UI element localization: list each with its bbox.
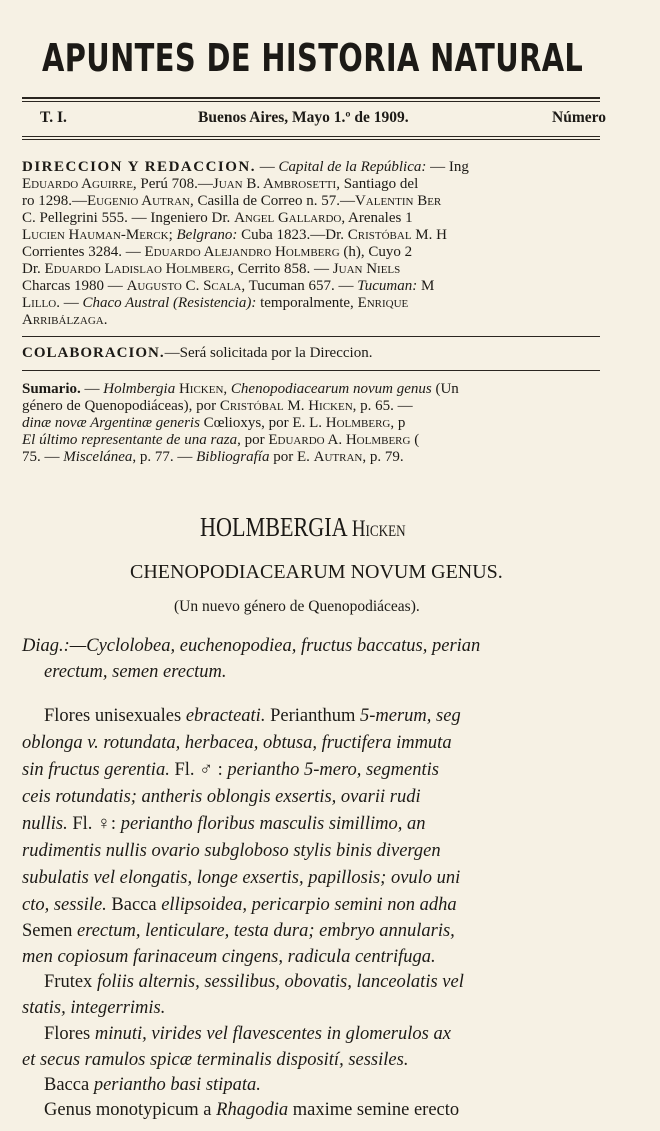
article-title: HOLMBERGIA Hicken <box>200 512 406 542</box>
body-line: sin fructus gerentia. Fl. ♂ : periantho 5-mero, segmentis <box>22 760 439 780</box>
masthead-rule-top <box>22 97 600 99</box>
direccion-line: Arribálzaga. <box>22 312 108 328</box>
direccion-line: Charcas 1980 — Augusto C. Scala, Tucuman 657. — Tucuman: M <box>22 278 435 294</box>
body-line: et secus ramulos spicæ terminalis disposití, sessiles. <box>22 1050 409 1070</box>
body-line: Diag.:—Cyclolobea, euchenopodiea, fructus baccatus, perian <box>22 636 481 656</box>
colaboracion-rule <box>22 370 600 371</box>
issue-info-bar <box>0 109 606 131</box>
sumario-line: género de Quenopodiáceas), por Cristóbal M. Hicken, p. 65. — <box>22 398 413 414</box>
article-subtitle-translation: (Un nuevo género de Quenopodiáceas). <box>174 598 420 615</box>
article-subtitle: CHENOPODIACEARUM NOVUM GENUS. <box>130 561 503 583</box>
body-line: statis, integerrimis. <box>22 998 166 1018</box>
info-rule-bottom-2 <box>22 139 600 140</box>
sumario-line: Sumario. — Holmbergia Hicken, Chenopodiacearum novum genus (Un <box>22 381 459 397</box>
direccion-line: Corrientes 3284. — Eduardo Alejandro Holmberg (h), Cuyo 2 <box>22 244 413 260</box>
direccion-line: DIRECCION Y REDACCION. — Capital de la República: — Ing <box>22 159 469 175</box>
body-line: rudimentis nullis ovario subgloboso stylis binis divergen <box>22 841 441 861</box>
article-author: Hicken <box>351 516 406 541</box>
sumario-line: El último representante de una raza, por Eduardo A. Holmberg ( <box>22 432 420 448</box>
tomo-label: T. I. <box>40 109 67 126</box>
direccion-rule <box>22 336 600 337</box>
info-rule-bottom <box>22 136 600 137</box>
masthead-rule-top-thin <box>22 101 600 102</box>
issue-date: Buenos Aires, Mayo 1.º de 1909. <box>198 109 409 126</box>
body-line: Frutex foliis alternis, sessilibus, obovatis, lanceolatis vel <box>44 972 464 992</box>
body-line: Flores minuti, virides vel flavescentes in glomerulos ax <box>44 1024 451 1044</box>
body-line: subulatis vel elongatis, longe exsertis, papillosis; ovulo uni <box>22 868 461 888</box>
direccion-line: Dr. Eduardo Ladislao Holmberg, Cerrito 858. — Juan Niels <box>22 261 401 277</box>
sumario-line: 75. — Miscelánea, p. 77. — Bibliografía por E. Autran, p. 79. <box>22 449 404 465</box>
body-line: ceis rotundatis; antheris oblongis exsertis, ovarii rudi <box>22 787 421 807</box>
sumario-line: dinæ novæ Argentinæ generis Cœlioxys, por E. L. Holmberg, p <box>22 415 406 431</box>
body-line: nullis. Fl. ♀: periantho floribus masculis simillimo, an <box>22 814 426 834</box>
direccion-line: Lucien Hauman-Merck; Belgrano: Cuba 1823.—Dr. Cristóbal M. H <box>22 227 447 243</box>
masthead-title: APUNTES DE HISTORIA NATURAL <box>42 36 584 80</box>
direccion-line: Lillo. — Chaco Austral (Resistencia): temporalmente, Enrique <box>22 295 409 311</box>
direccion-line: ro 1298.—Eugenio Autran, Casilla de Correo n. 57.—Valentin Ber <box>22 193 442 209</box>
body-line: Genus monotypicum a Rhagodia maxime semine erecto <box>44 1100 460 1120</box>
issue-number: Número <box>552 109 606 126</box>
body-line: erectum, semen erectum. <box>44 662 227 682</box>
direccion-line: Eduardo Aguirre, Perú 708.—Juan B. Ambrosetti, Santiago del <box>22 176 419 192</box>
body-line: oblonga v. rotundata, herbacea, obtusa, fructifera immuta <box>22 733 452 753</box>
body-line: Flores unisexuales ebracteati. Perianthum 5-merum, seg <box>44 706 461 726</box>
direccion-line: C. Pellegrini 555. — Ingeniero Dr. Angel Gallardo, Arenales 1 <box>22 210 413 226</box>
body-line: Bacca periantho basi stipata. <box>44 1075 261 1095</box>
body-line: men copiosum farinaceum cingens, radicula centrifuga. <box>22 947 436 967</box>
colaboracion-line: COLABORACION.—Será solicitada por la Direccion. <box>22 345 373 361</box>
body-line: Semen erectum, lenticulare, testa dura; embryo annularis, <box>22 921 455 941</box>
body-line: cto, sessile. Bacca ellipsoidea, pericarpio semini non adha <box>22 895 457 915</box>
